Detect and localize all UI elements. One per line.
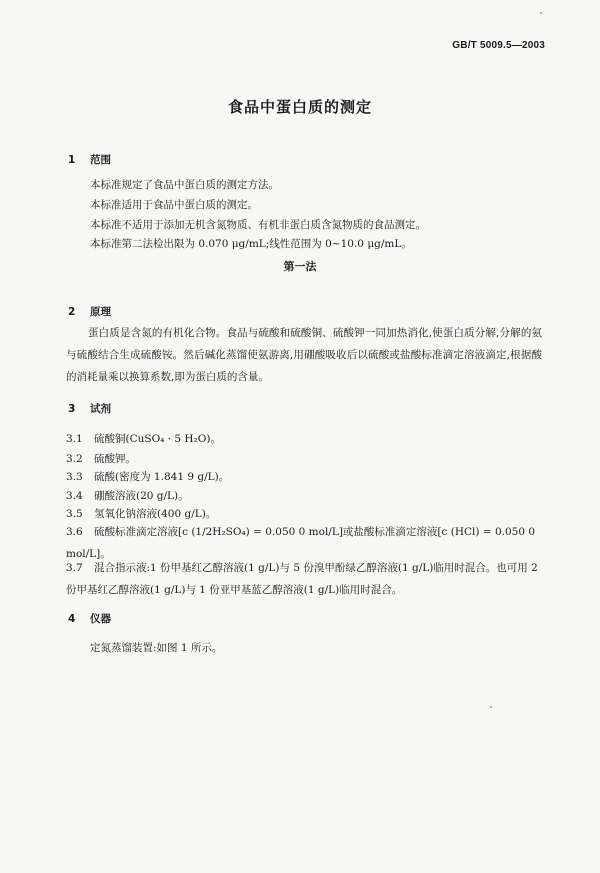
reagent-item [66,431,221,446]
item-text: 混合指示液:1 份甲基红乙醇溶液(1 g/L)与 5 份溴甲酚绿乙醇溶液(1 g/L)临用时混合。也可用 2 份甲基红乙醇溶液(1 g/L)与 1 份亚甲基蓝乙醇溶液(1 g/L)临用时混合。 [66,562,538,596]
scan-speck [540,12,542,14]
scope-line: 本标准规定了食品中蛋白质的测定方法。 [90,179,279,191]
item-text: 氢氧化钠溶液(400 g/L)。 [94,508,217,520]
apparatus-line: 定氮蒸馏装置:如图 1 所示。 [90,642,223,654]
reagent-item [66,506,216,521]
item-number: 3.3 [66,471,83,483]
section-title: 原理 [90,306,111,318]
section-number: 2 [68,306,76,318]
reagent-item [66,469,229,484]
section-number: 4 [68,613,76,625]
item-text: 硫酸铜(CuSO₄ · 5 H₂O)。 [94,433,222,445]
reagent-item [66,451,136,466]
scan-speck [490,706,492,708]
section-2-heading [68,304,111,319]
method-heading: 第一法 [283,260,317,273]
section-title: 范围 [90,154,111,166]
item-number: 3.2 [66,453,83,465]
item-number: 3.7 [66,562,83,574]
item-text: 硼酸溶液(20 g/L)。 [94,490,189,502]
principle-paragraph: 蛋白质是含氮的有机化合物。食品与硫酸和硫酸铜、硫酸钾一同加热消化,使蛋白质分解,分解的氨与硫酸结合生成硫酸铵。然后碱化蒸馏使氨游离,用硼酸吸收后以硫酸或盐酸标准滴定溶液滴定,根据酸的消耗量乘以换算系数,即为蛋白质的含量。 [66,327,542,383]
item-text: 硫酸钾。 [94,453,136,465]
item-number: 3.4 [66,490,83,502]
section-1-heading [68,152,111,167]
page-title: 食品中蛋白质的测定 [227,98,372,116]
item-number: 3.1 [66,433,83,445]
item-number: 3.5 [66,508,83,520]
standard-code: GB/T 5009.5—2003 [452,40,545,51]
item-number: 3.6 [66,526,83,538]
section-title: 试剂 [90,403,111,415]
item-text: 硫酸标准滴定溶液[c (1/2H₂SO₄) = 0.050 0 mol/L]或盐酸标准滴定溶液[c (HCl) = 0.050 0 mol/L]。 [66,526,536,560]
section-title: 仪器 [90,613,111,625]
item-text: 硫酸(密度为 1.841 9 g/L)。 [94,471,230,483]
section-number: 1 [68,154,76,166]
section-number: 3 [68,403,76,415]
section-3-heading [68,401,111,416]
reagent-item [66,557,544,601]
section-4-heading [68,611,111,626]
scope-line: 本标准第二法检出限为 0.070 μg/mL;线性范围为 0~10.0 μg/mL。 [90,238,412,250]
reagent-item [66,488,189,503]
scope-line: 本标准适用于食品中蛋白质的测定。 [90,199,258,211]
scope-line: 本标准不适用于添加无机含氮物质、有机非蛋白质含氮物质的食品测定。 [90,219,426,231]
